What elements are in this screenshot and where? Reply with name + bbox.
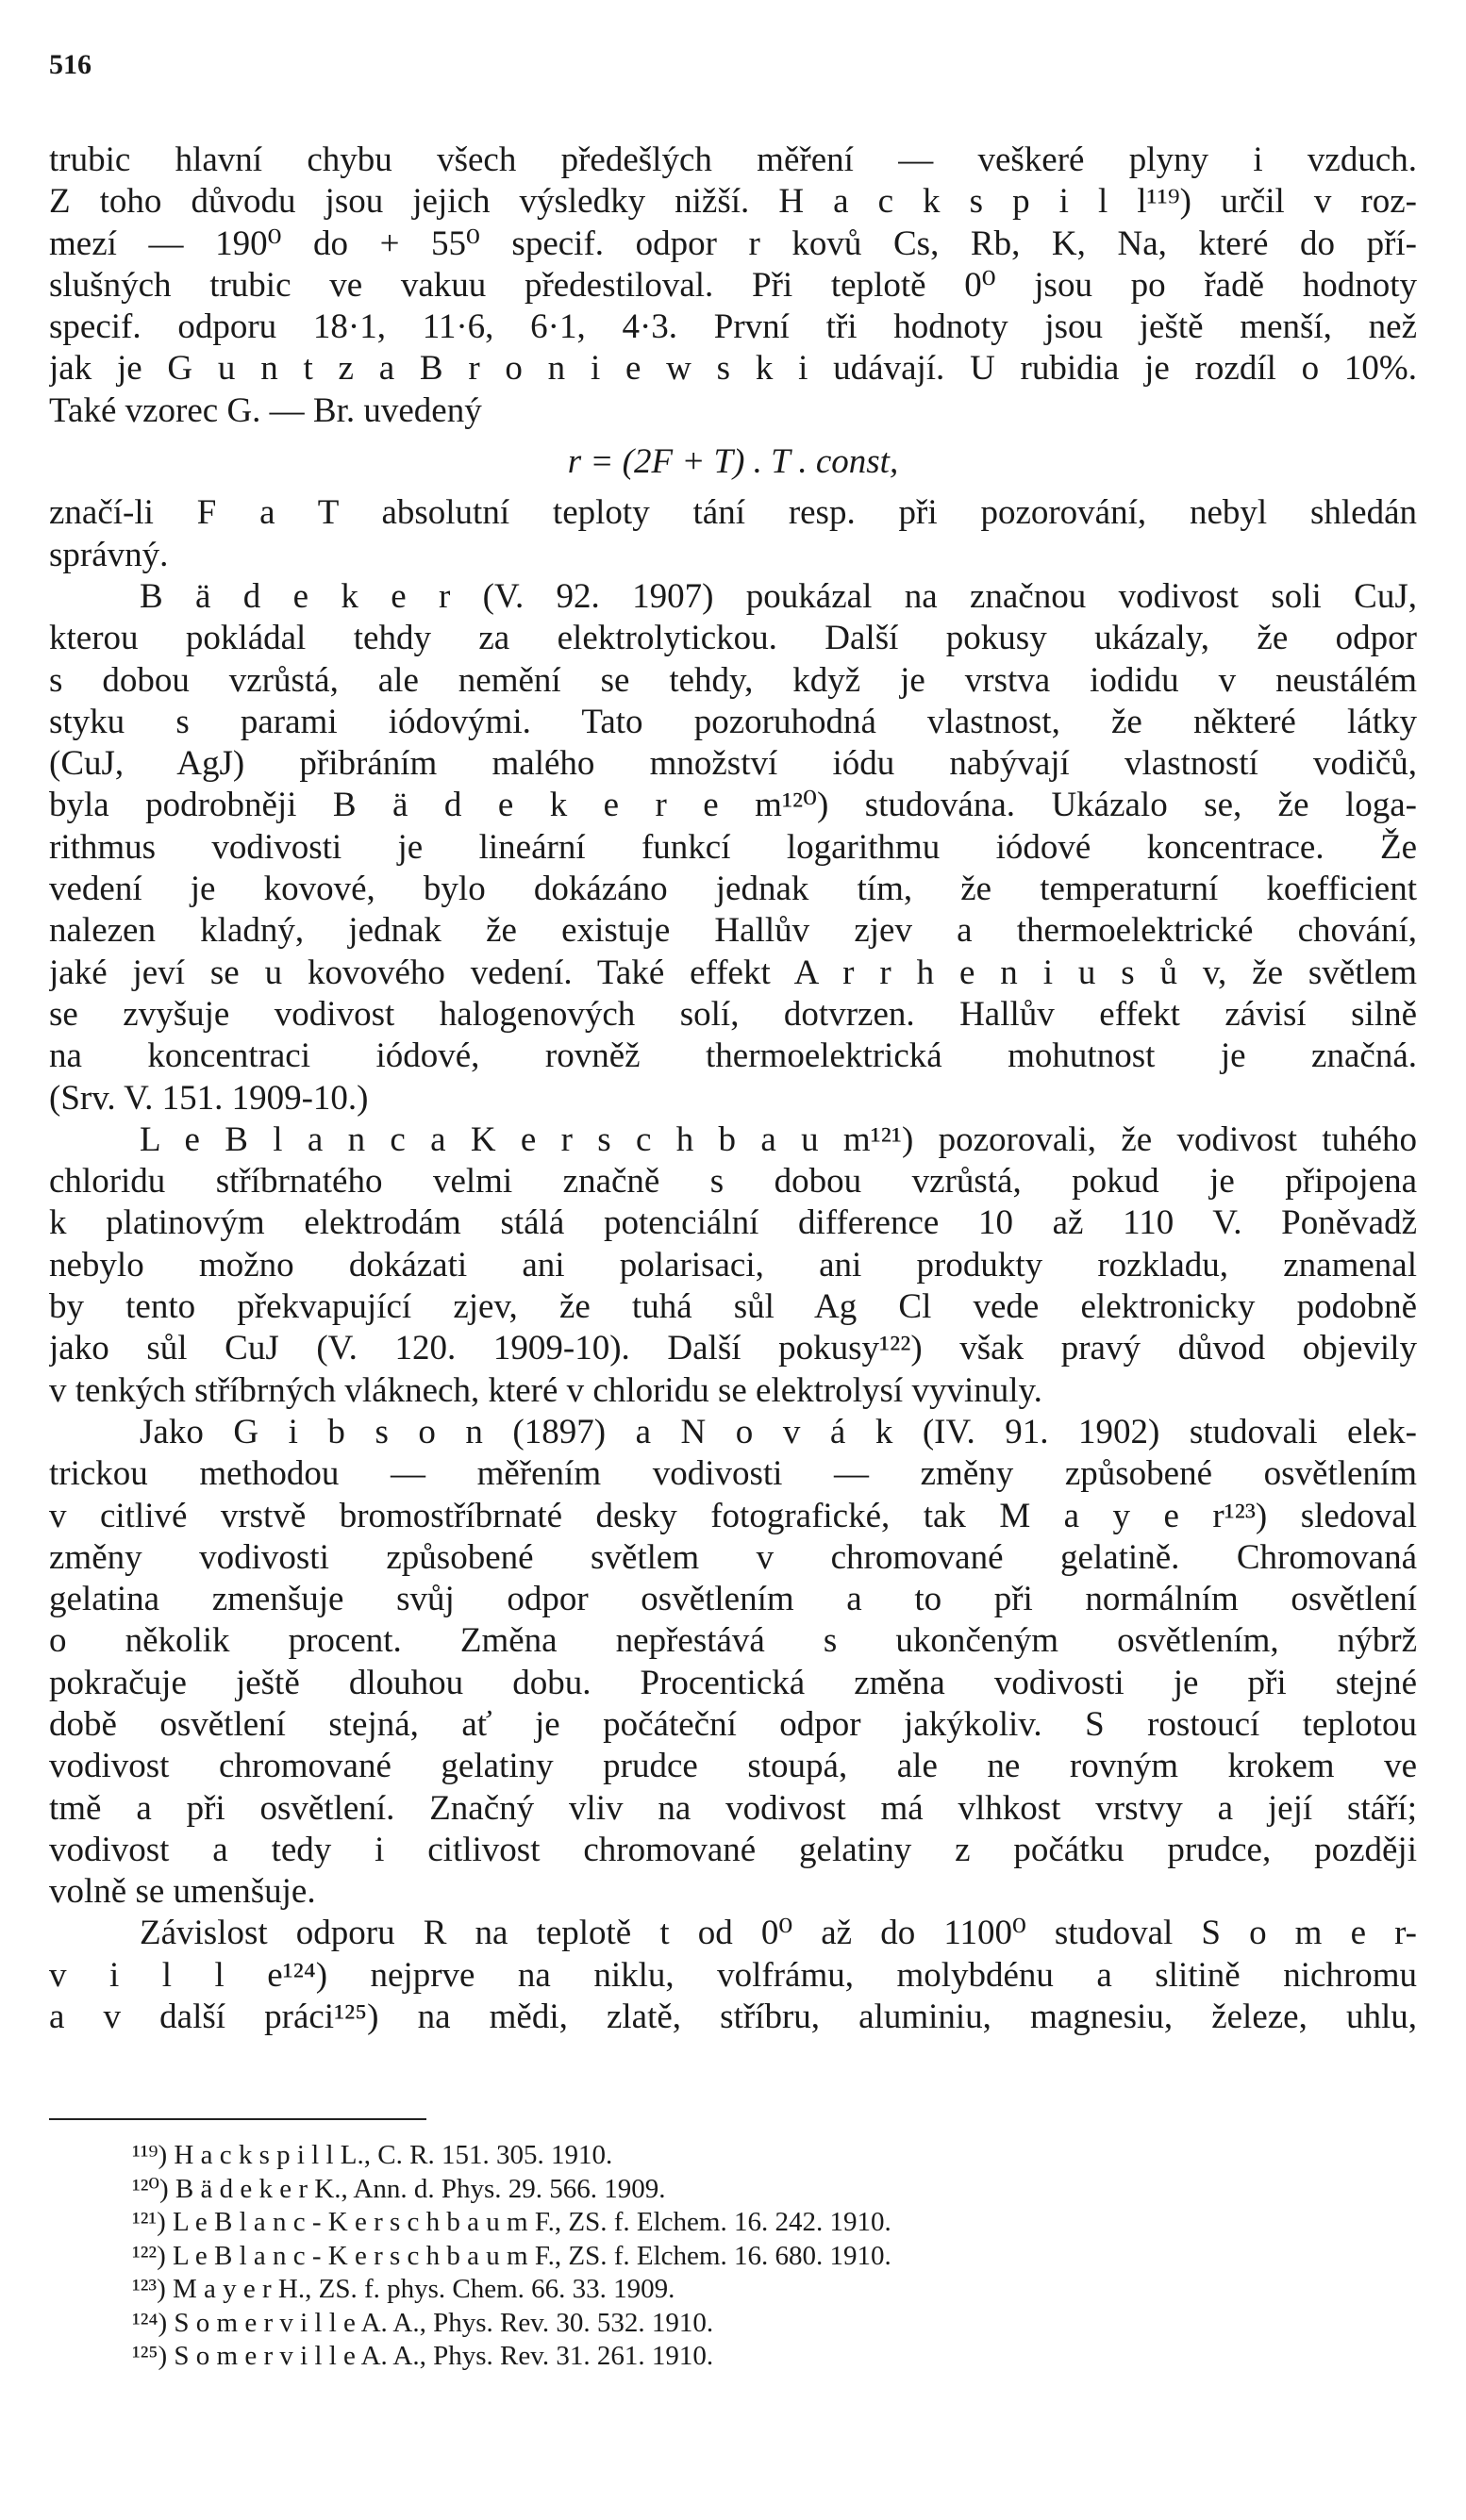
text-line: vodivost chromované gelatiny prudce stoupá, ale ne rovným krokem ve bbox=[49, 1747, 1417, 1786]
text-line: volně se umenšuje. bbox=[49, 1872, 316, 1912]
text-line: (Srv. V. 151. 1909-10.) bbox=[49, 1078, 369, 1118]
text-line: změny vodivosti způsobené světlem v chromované gelatině. Chromovaná bbox=[49, 1537, 1417, 1577]
text-line: Závislost odporu R na teplotě t od 0⁰ až do 1100⁰ studoval S o m e r- bbox=[140, 1914, 1417, 1953]
text-line: s dobou vzrůstá, ale nemění se tehdy, když je vrstva iodidu v neustálém bbox=[49, 660, 1417, 700]
text-line: L e B l a n c a K e r s c h b a u m¹²¹) pozorovali, že vodivost tuhého bbox=[140, 1119, 1417, 1159]
text-line: mezí — 190⁰ do + 55⁰ specif. odpor r kovů Cs, Rb, K, Na, které do pří- bbox=[49, 224, 1417, 263]
footnote: ¹²¹) L e B l a n c - K e r s c h b a u m F., ZS. f. Elchem. 16. 242. 1910. bbox=[132, 2207, 891, 2237]
text-line: Jako G i b s o n (1897) a N o v á k (IV. 91. 1902) studovali elek- bbox=[140, 1412, 1417, 1451]
text-line: značí-li F a T absolutní teploty tání resp. při pozorování, nebyl shledán bbox=[49, 493, 1417, 533]
text-line: trubic hlavní chybu všech předešlých měření — veškeré plyny i vzduch. bbox=[49, 141, 1417, 179]
text-line: chloridu stříbrnatého velmi značně s dobou vzrůstá, pokud je připojena bbox=[49, 1162, 1417, 1202]
text-line: se zvyšuje vodivost halogenových solí, dotvrzen. Hallův effekt závisí silně bbox=[49, 994, 1417, 1034]
text-line: by tento překvapující zjev, že tuhá sůl Ag Cl vede elektronicky podobně bbox=[49, 1287, 1417, 1327]
footnote: ¹²⁰) B ä d e k e r K., Ann. d. Phys. 29. 566. 1909. bbox=[132, 2173, 666, 2204]
text-line: o několik procent. Změna nepřestává s ukončeným osvětlením, nýbrž bbox=[49, 1621, 1417, 1661]
text-line: gelatina zmenšuje svůj odpor osvětlením a to při normálním osvětlení bbox=[49, 1580, 1417, 1619]
text-line: (CuJ, AgJ) přibráním malého množství iódu nabývají vlastností vodičů, bbox=[49, 744, 1417, 784]
text-line: slušných trubic ve vakuu předestiloval. Při teplotě 0⁰ jsou po řadě hodnoty bbox=[49, 265, 1417, 305]
text-line: rithmus vodivosti je lineární funkcí logarithmu iódové koncentrace. Že bbox=[49, 827, 1417, 867]
text-line: v i l l e¹²⁴) nejprve na niklu, volfrámu, molybdénu a slitině nichromu bbox=[49, 1955, 1417, 1995]
footnote: ¹²³) M a y e r H., ZS. f. phys. Chem. 66. 33. 1909. bbox=[132, 2274, 675, 2304]
text-line: nalezen kladný, jednak že existuje Hallův zjev a thermoelektrické chování, bbox=[49, 911, 1417, 951]
text-line: jako sůl CuJ (V. 120. 1909-10). Další pokusy¹²²) však pravý důvod objevily bbox=[49, 1329, 1417, 1368]
text-line: vedení je kovové, bylo dokázáno jednak tím, že temperaturní koefficient bbox=[49, 870, 1417, 909]
text-line: a v další práci¹²⁵) na mědi, zlatě, stříbru, aluminiu, magnesiu, železe, uhlu, bbox=[49, 1998, 1417, 2037]
text-line: k platinovým elektrodám stálá potenciální difference 10 až 110 V. Poněvadž bbox=[49, 1203, 1417, 1243]
text-line: byla podrobněji B ä d e k e r e m¹²⁰) studována. Ukázalo se, že loga- bbox=[49, 786, 1417, 825]
footnote-divider bbox=[49, 2118, 426, 2120]
text-line: B ä d e k e r (V. 92. 1907) poukázal na značnou vodivost soli CuJ, bbox=[140, 576, 1417, 616]
text-line: jak je G u n t z a B r o n i e w s k i udávají. U rubidia je rozdíl o 10%. bbox=[49, 349, 1417, 389]
body-text bbox=[49, 140, 1417, 2038]
text-line: na koncentraci iódové, rovněž thermoelektrická mohutnost je značná. bbox=[49, 1036, 1417, 1076]
text-line: trickou methodou — měřením vodivosti — změny způsobené osvětlením bbox=[49, 1454, 1417, 1494]
formula: r = (2F + T) . T . const, bbox=[567, 442, 899, 482]
text-line: v tenkých stříbrných vláknech, které v chloridu se elektrolysí vyvinuly. bbox=[49, 1370, 1042, 1410]
text-line: jaké jeví se u kovového vedení. Také effekt A r r h e n i u s ů v, že světlem bbox=[49, 953, 1417, 992]
text-line: správný. bbox=[49, 535, 169, 574]
footnote: ¹²⁵) S o m e r v i l l e A. A., Phys. Rev. 31. 261. 1910. bbox=[132, 2341, 714, 2371]
footnote: ¹²²) L e B l a n c - K e r s c h b a u m F., ZS. f. Elchem. 16. 680. 1910. bbox=[132, 2240, 891, 2271]
text-line: tmě a při osvětlení. Značný vliv na vodivost má vlhkost vrstvy a její stáří; bbox=[49, 1788, 1417, 1828]
footnotes bbox=[132, 2139, 1377, 2374]
text-line: kterou pokládal tehdy za elektrolytickou. Další pokusy ukázaly, že odpor bbox=[49, 619, 1417, 658]
page-number: 516 bbox=[49, 49, 92, 80]
text-line: Z toho důvodu jsou jejich výsledky nižší. H a c k s p i l l¹¹⁹) určil v roz- bbox=[49, 182, 1417, 222]
footnote: ¹¹⁹) H a c k s p i l l L., C. R. 151. 305. 1910. bbox=[132, 2140, 613, 2170]
text-line: vodivost a tedy i citlivost chromované gelatiny z počátku prudce, později bbox=[49, 1830, 1417, 1869]
text-line: pokračuje ještě dlouhou dobu. Procentická změna vodivosti je při stejné bbox=[49, 1663, 1417, 1702]
text-line: nebylo možno dokázati ani polarisaci, ani produkty rozkladu, znamenal bbox=[49, 1245, 1417, 1285]
footnote: ¹²⁴) S o m e r v i l l e A. A., Phys. Rev. 30. 532. 1910. bbox=[132, 2307, 714, 2338]
text-line: styku s parami iódovými. Tato pozoruhodná vlastnost, že některé látky bbox=[49, 702, 1417, 741]
text-line: době osvětlení stejná, ať je počáteční odpor jakýkoliv. S rostoucí teplotou bbox=[49, 1704, 1417, 1744]
text-line: Také vzorec G. — Br. uvedený bbox=[49, 390, 482, 430]
text-line: specif. odporu 18·1, 11·6, 6·1, 4·3. První tři hodnoty jsou ještě menší, než bbox=[49, 307, 1417, 347]
text-line: v citlivé vrstvě bromostříbrnaté desky fotografické, tak M a y e r¹²³) sledoval bbox=[49, 1496, 1417, 1535]
